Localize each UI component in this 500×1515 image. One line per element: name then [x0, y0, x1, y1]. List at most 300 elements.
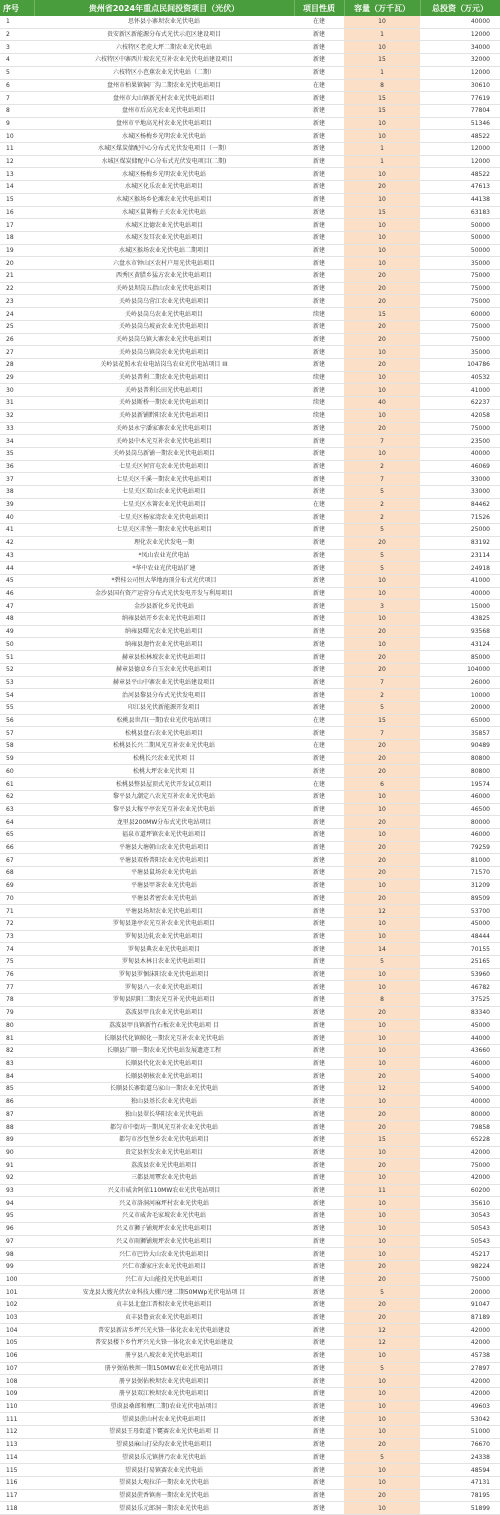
cell-investment: 90489 — [420, 740, 500, 753]
table-row — [0, 1146, 500, 1159]
cell-investment: 24918 — [420, 562, 500, 575]
cell-index: 55 — [0, 701, 34, 714]
table-row — [0, 1387, 500, 1400]
cell-investment: 60200 — [420, 1184, 500, 1197]
cell-index: 79 — [0, 1006, 34, 1019]
cell-project-name: 关岭县中木光互补农业光伏电站项目 — [34, 435, 294, 448]
table-row — [0, 689, 500, 702]
cell-index: 35 — [0, 447, 34, 460]
cell-investment: 81000 — [420, 854, 500, 867]
cell-investment: 42000 — [420, 1337, 500, 1350]
cell-project-nature: 新建 — [294, 460, 344, 473]
cell-project-name: 罗甸县八一农业光伏电站项目 — [34, 981, 294, 994]
table-row — [0, 422, 500, 435]
cell-investment: 45000 — [420, 917, 500, 930]
cell-capacity: 10 — [344, 219, 420, 232]
cell-investment: 12000 — [420, 66, 500, 79]
cell-index: 94 — [0, 1197, 34, 1210]
cell-project-nature: 新建 — [294, 66, 344, 79]
cell-investment: 83192 — [420, 536, 500, 549]
cell-project-nature: 新建 — [294, 1006, 344, 1019]
cell-investment: 53700 — [420, 905, 500, 918]
cell-project-name: 册亨弼佑秧坝一期150MW农业光伏电站项目 — [34, 1362, 294, 1375]
table-row — [0, 1248, 500, 1261]
cell-capacity: 7 — [344, 727, 420, 740]
table-row — [0, 981, 500, 994]
cell-index: 48 — [0, 613, 34, 626]
table-row — [0, 384, 500, 397]
cell-project-name: 盘州市后高光农业光伏电站项目 — [34, 104, 294, 117]
cell-capacity: 10 — [344, 168, 420, 181]
cell-index: 61 — [0, 778, 34, 791]
cell-project-nature: 新建 — [294, 1044, 344, 1057]
cell-index: 45 — [0, 574, 34, 587]
cell-index: 57 — [0, 727, 34, 740]
cell-investment: 33000 — [420, 473, 500, 486]
cell-capacity: 20 — [344, 663, 420, 676]
cell-capacity: 20 — [344, 892, 420, 905]
table-row — [0, 930, 500, 943]
table-header — [0, 0, 500, 16]
cell-index: 60 — [0, 765, 34, 778]
cell-investment: 89509 — [420, 892, 500, 905]
cell-investment: 10000 — [420, 689, 500, 702]
table-row — [0, 1426, 500, 1439]
cell-index: 110 — [0, 1400, 34, 1413]
cell-project-nature: 新建 — [294, 1019, 344, 1032]
cell-capacity: 5 — [344, 956, 420, 969]
cell-project-nature: 新建 — [294, 1159, 344, 1172]
cell-investment: 35000 — [420, 257, 500, 270]
table-row — [0, 1324, 500, 1337]
cell-investment: 50000 — [420, 231, 500, 244]
cell-index: 25 — [0, 320, 34, 333]
cell-index: 42 — [0, 536, 34, 549]
cell-investment: 46000 — [420, 790, 500, 803]
cell-investment: 45217 — [420, 1248, 500, 1261]
cell-capacity: 20 — [344, 1121, 420, 1134]
cell-project-nature: 新建 — [294, 1476, 344, 1489]
cell-project-nature: 新建 — [294, 752, 344, 765]
cell-project-nature: 新建 — [294, 130, 344, 143]
table-row — [0, 752, 500, 765]
cell-index: 66 — [0, 841, 34, 854]
cell-project-name: 盘州市平地高光村农业光伏电站项目 — [34, 117, 294, 130]
cell-project-nature: 新建 — [294, 1222, 344, 1235]
cell-project-name: 贞丰县北盘江普相农业光伏电站项目 — [34, 1299, 294, 1312]
cell-investment: 91047 — [420, 1299, 500, 1312]
cell-capacity: 20 — [344, 740, 420, 753]
cell-project-name: 平塘县甲茶农业光伏电站 — [34, 879, 294, 892]
table-row — [0, 1108, 500, 1121]
table-row — [0, 1299, 500, 1312]
cell-index: 106 — [0, 1349, 34, 1362]
cell-investment: 46000 — [420, 1057, 500, 1070]
cell-index: 117 — [0, 1489, 34, 1502]
cell-index: 33 — [0, 422, 34, 435]
table-row — [0, 1502, 500, 1515]
cell-project-name: 兴义市雨狮铺规坪农业光伏电站项目 — [34, 1235, 294, 1248]
cell-project-name: 金沙县国有资产运营分布式光伏发电开发与利用项目 — [34, 587, 294, 600]
header-index: 序号 — [0, 0, 34, 16]
table-row — [0, 905, 500, 918]
cell-project-nature: 新建 — [294, 320, 344, 333]
cell-project-nature: 新建 — [294, 829, 344, 842]
cell-capacity: 10 — [344, 1375, 420, 1388]
cell-capacity: 20 — [344, 1273, 420, 1286]
table-row — [0, 1210, 500, 1223]
cell-project-nature: 新建 — [294, 168, 344, 181]
cell-project-nature: 续建 — [294, 397, 344, 410]
cell-investment: 75000 — [420, 422, 500, 435]
cell-project-nature: 新建 — [294, 486, 344, 499]
cell-capacity: 10 — [344, 384, 420, 397]
cell-investment: 46782 — [420, 981, 500, 994]
cell-capacity: 10 — [344, 879, 420, 892]
cell-index: 107 — [0, 1362, 34, 1375]
table-row — [0, 1057, 500, 1070]
cell-investment: 48522 — [420, 168, 500, 181]
table-row — [0, 295, 500, 308]
cell-project-nature: 新建 — [294, 346, 344, 359]
cell-capacity: 10 — [344, 371, 420, 384]
cell-project-name: 水城区煤炭储配中心分布式光伏发电项目（一期） — [34, 143, 294, 156]
cell-project-name: 长顺县代化镇鲸化一期农光互补农业光伏电站 — [34, 1032, 294, 1045]
cell-project-name: 理化农业光伏发电一期 — [34, 536, 294, 549]
cell-investment: 50000 — [420, 244, 500, 257]
cell-capacity: 20 — [344, 1260, 420, 1273]
cell-index: 99 — [0, 1260, 34, 1273]
cell-index: 23 — [0, 295, 34, 308]
cell-index: 63 — [0, 803, 34, 816]
cell-project-name: 印江县光伏新能源开发项目 — [34, 701, 294, 714]
cell-project-nature: 新建 — [294, 358, 344, 371]
cell-project-name: 兴义市洛洞河麻坪村农业光伏电站 — [34, 1197, 294, 1210]
cell-index: 103 — [0, 1311, 34, 1324]
cell-project-nature: 新建 — [294, 765, 344, 778]
cell-capacity: 11 — [344, 1184, 420, 1197]
cell-project-nature: 新建 — [294, 117, 344, 130]
cell-index: 29 — [0, 371, 34, 384]
cell-project-name: 关岭县永宁潘家寨农业光伏电站项目 — [34, 422, 294, 435]
cell-project-nature: 新建 — [294, 206, 344, 219]
cell-capacity: 5 — [344, 486, 420, 499]
cell-index: 40 — [0, 511, 34, 524]
cell-capacity: 20 — [344, 765, 420, 778]
cell-investment: 78195 — [420, 1489, 500, 1502]
cell-index: 58 — [0, 740, 34, 753]
cell-index: 56 — [0, 714, 34, 727]
table-row — [0, 346, 500, 359]
table-row — [0, 168, 500, 181]
table-row — [0, 308, 500, 321]
cell-index: 6 — [0, 79, 34, 92]
cell-capacity: 10 — [344, 257, 420, 270]
cell-index: 18 — [0, 231, 34, 244]
cell-project-nature: 新建 — [294, 1171, 344, 1184]
cell-investment: 42000 — [420, 1324, 500, 1337]
cell-index: 49 — [0, 625, 34, 638]
cell-investment: 104786 — [420, 358, 500, 371]
cell-project-nature: 新建 — [294, 1197, 344, 1210]
cell-capacity: 40 — [344, 397, 420, 410]
cell-project-name: 望谟县乐元镇拼乃农业光伏电站 — [34, 1451, 294, 1464]
table-row — [0, 1070, 500, 1083]
cell-investment: 80800 — [420, 752, 500, 765]
cell-project-nature: 新建 — [294, 816, 344, 829]
cell-project-name: 七星关区何官屯农业光伏电站项目 — [34, 460, 294, 473]
cell-capacity: 15 — [344, 714, 420, 727]
cell-project-nature: 新建 — [294, 422, 344, 435]
cell-project-nature: 新建 — [294, 701, 344, 714]
cell-capacity: 6 — [344, 778, 420, 791]
table-row — [0, 1184, 500, 1197]
cell-project-name: 纳雍县迦竹农业光伏电站项目 — [34, 638, 294, 651]
cell-capacity: 15 — [344, 308, 420, 321]
cell-investment: 71570 — [420, 867, 500, 880]
cell-investment: 23500 — [420, 435, 500, 448]
cell-investment: 37525 — [420, 994, 500, 1007]
cell-project-name: 松桃大坪农业光伏项 目 — [34, 765, 294, 778]
table-row — [0, 1413, 500, 1426]
cell-project-name: 赫章县平山中寨农业光伏电站建设项目 — [34, 676, 294, 689]
cell-project-name: 罗甸县阴阳二期农光互补光伏电站项目 — [34, 994, 294, 1007]
cell-capacity: 20 — [344, 651, 420, 664]
table-row — [0, 676, 500, 689]
cell-capacity: 5 — [344, 701, 420, 714]
cell-capacity: 10 — [344, 803, 420, 816]
table-row — [0, 511, 500, 524]
table-row — [0, 320, 500, 333]
table-row — [0, 1222, 500, 1235]
cell-project-name: 平塘县者密农业光伏电站 — [34, 892, 294, 905]
cell-index: 27 — [0, 346, 34, 359]
cell-project-nature: 续建 — [294, 409, 344, 422]
cell-capacity: 5 — [344, 549, 420, 562]
cell-capacity: 8 — [344, 994, 420, 1007]
table-row — [0, 1476, 500, 1489]
cell-capacity: 10 — [344, 1476, 420, 1489]
cell-index: 7 — [0, 92, 34, 105]
table-row — [0, 968, 500, 981]
cell-project-nature: 新建 — [294, 1299, 344, 1312]
table-row — [0, 574, 500, 587]
cell-project-nature: 新建 — [294, 587, 344, 600]
cell-index: 32 — [0, 409, 34, 422]
table-row — [0, 536, 500, 549]
table-row — [0, 1438, 500, 1451]
cell-project-name: 松桃长兴农业光伏项 目 — [34, 752, 294, 765]
cell-investment: 12000 — [420, 28, 500, 41]
cell-project-name: 贵定县恒发农业光伏电站项目 — [34, 1146, 294, 1159]
cell-capacity: 10 — [344, 1400, 420, 1413]
cell-project-name: 福泉市道坪镇农业光伏电站项目 — [34, 829, 294, 842]
cell-project-name: 关岭县新铺黔阳农业光伏电站项目 — [34, 409, 294, 422]
cell-investment: 65228 — [420, 1133, 500, 1146]
cell-investment: 75000 — [420, 320, 500, 333]
cell-project-name: 长顺县代化农业光伏电站项目 — [34, 1057, 294, 1070]
cell-capacity: 10 — [344, 117, 420, 130]
cell-capacity: 20 — [344, 422, 420, 435]
cell-index: 46 — [0, 587, 34, 600]
table-row — [0, 1019, 500, 1032]
cell-investment: 40532 — [420, 371, 500, 384]
cell-capacity: 20 — [344, 320, 420, 333]
cell-investment: 60000 — [420, 308, 500, 321]
cell-investment: 42000 — [420, 1387, 500, 1400]
table-row — [0, 701, 500, 714]
cell-investment: 75000 — [420, 282, 500, 295]
cell-project-nature: 新建 — [294, 1095, 344, 1108]
table-row — [0, 1133, 500, 1146]
table-row — [0, 460, 500, 473]
cell-investment: 77619 — [420, 92, 500, 105]
cell-project-name: 六盘水市钟山区农村户用光伏电站项目 — [34, 257, 294, 270]
cell-index: 78 — [0, 994, 34, 1007]
cell-capacity: 10 — [344, 244, 420, 257]
cell-project-nature: 新建 — [294, 1184, 344, 1197]
cell-capacity: 10 — [344, 1146, 420, 1159]
header-capacity: 容量（万千瓦） — [344, 0, 420, 16]
header-project-name: 贵州省2024年重点民间投资项目（光伏） — [34, 0, 294, 16]
cell-project-name: 望谟县蔗香镇南一期农业光伏电站 — [34, 1489, 294, 1502]
cell-index: 82 — [0, 1044, 34, 1057]
cell-investment: 98224 — [420, 1260, 500, 1273]
cell-project-nature: 在建 — [294, 778, 344, 791]
cell-project-name: 兴仁市潘家庄农业光伏电站项目 — [34, 1260, 294, 1273]
cell-capacity: 1 — [344, 66, 420, 79]
cell-capacity: 15 — [344, 206, 420, 219]
cell-index: 114 — [0, 1451, 34, 1464]
cell-index: 93 — [0, 1184, 34, 1197]
cell-project-name: 罗甸县木林日农业光伏电站项目 — [34, 956, 294, 969]
cell-index: 44 — [0, 562, 34, 575]
cell-project-name: 罗甸县逢亭农光互补农业光伏电站项目 — [34, 917, 294, 930]
cell-capacity: 2 — [344, 498, 420, 511]
cell-project-nature: 在建 — [294, 16, 344, 28]
cell-capacity: 20 — [344, 867, 420, 880]
cell-project-name: 兴仁市大山能投光伏电站项目 — [34, 1273, 294, 1286]
table-row — [0, 409, 500, 422]
cell-capacity: 10 — [344, 1095, 420, 1108]
cell-investment: 45738 — [420, 1349, 500, 1362]
cell-investment: 12000 — [420, 155, 500, 168]
cell-project-nature: 新建 — [294, 943, 344, 956]
cell-capacity: 20 — [344, 625, 420, 638]
cell-investment: 75000 — [420, 1159, 500, 1172]
cell-project-nature: 新建 — [294, 219, 344, 232]
cell-project-name: 普安县新店乡坪兴光火锋一体化农业光伏电站建设 — [34, 1324, 294, 1337]
cell-project-name: 思怀县小寨坝农业光伏电站 — [34, 16, 294, 28]
table-row — [0, 270, 500, 283]
cell-investment: 51000 — [420, 1426, 500, 1439]
cell-investment: 79858 — [420, 1121, 500, 1134]
cell-investment: 30543 — [420, 1210, 500, 1223]
cell-project-nature: 新建 — [294, 1286, 344, 1299]
cell-investment: 42058 — [420, 409, 500, 422]
cell-project-nature: 新建 — [294, 524, 344, 537]
cell-project-nature: 新建 — [294, 384, 344, 397]
cell-capacity: 10 — [344, 1197, 420, 1210]
cell-project-name: 七星关区双山农业光伏电站项目 — [34, 486, 294, 499]
cell-project-name: 关岭县花照永农业电站岗乌农业光伏电站项目 III — [34, 358, 294, 371]
cell-index: 109 — [0, 1387, 34, 1400]
cell-project-name: 水城区比德农业光伏电站项目 — [34, 219, 294, 232]
cell-index: 102 — [0, 1299, 34, 1312]
table-row — [0, 562, 500, 575]
cell-project-name: 六枝特区老虎大坪二期农业光伏电站 — [34, 41, 294, 54]
cell-index: 108 — [0, 1375, 34, 1388]
cell-project-nature: 新建 — [294, 282, 344, 295]
cell-index: 36 — [0, 460, 34, 473]
cell-index: 72 — [0, 917, 34, 930]
cell-capacity: 10 — [344, 790, 420, 803]
cell-capacity: 10 — [344, 587, 420, 600]
cell-capacity: 10 — [344, 1248, 420, 1261]
cell-project-nature: 新建 — [294, 879, 344, 892]
cell-capacity: 5 — [344, 1362, 420, 1375]
table-row — [0, 1083, 500, 1096]
cell-index: 41 — [0, 524, 34, 537]
cell-investment: 40000 — [420, 16, 500, 28]
cell-project-nature: 新建 — [294, 28, 344, 41]
cell-project-name: *华中农业光伏电站扩建 — [34, 562, 294, 575]
cell-project-nature: 新建 — [294, 1349, 344, 1362]
cell-project-name: 都匀市中街坊一期风光互补农业光伏电站 — [34, 1121, 294, 1134]
cell-project-nature: 新建 — [294, 854, 344, 867]
table-row — [0, 829, 500, 842]
cell-project-name: 松桃县整县屋顶式光伏开发试点项目 — [34, 778, 294, 791]
cell-investment: 87189 — [420, 1311, 500, 1324]
cell-index: 71 — [0, 905, 34, 918]
cell-capacity: 7 — [344, 676, 420, 689]
cell-project-nature: 新建 — [294, 600, 344, 613]
table-row — [0, 841, 500, 854]
cell-project-nature: 新建 — [294, 1235, 344, 1248]
cell-project-nature: 新建 — [294, 54, 344, 67]
cell-capacity: 1 — [344, 155, 420, 168]
cell-project-nature: 在建 — [294, 79, 344, 92]
cell-investment: 83340 — [420, 1006, 500, 1019]
table-row — [0, 790, 500, 803]
cell-project-nature: 新建 — [294, 41, 344, 54]
cell-project-name: 长顺县长寨街道乌家山一期农业光伏电站 — [34, 1083, 294, 1096]
table-row — [0, 1032, 500, 1045]
cell-investment: 41000 — [420, 574, 500, 587]
cell-project-name: 长顺县朝核农业光伏电站项目 — [34, 1070, 294, 1083]
cell-index: 34 — [0, 435, 34, 448]
cell-index: 74 — [0, 943, 34, 956]
cell-investment: 75000 — [420, 270, 500, 283]
cell-index: 11 — [0, 143, 34, 156]
header-row — [0, 0, 500, 16]
cell-project-name: 七星关区赤堡一期农业光伏电站项目 — [34, 524, 294, 537]
cell-project-nature: 新建 — [294, 536, 344, 549]
cell-investment: 44000 — [420, 1032, 500, 1045]
cell-capacity: 15 — [344, 54, 420, 67]
cell-investment: 75000 — [420, 333, 500, 346]
cell-project-name: 长顺县广顺一期农业光伏电站发展遗迹工程 — [34, 1044, 294, 1057]
cell-capacity: 10 — [344, 1502, 420, 1515]
cell-capacity: 5 — [344, 1286, 420, 1299]
cell-investment: 85000 — [420, 651, 500, 664]
cell-investment: 42000 — [420, 1146, 500, 1159]
cell-project-name: 关岭县岗乌镇大寨农业光伏电站项目 — [34, 333, 294, 346]
cell-index: 84 — [0, 1070, 34, 1083]
cell-project-nature: 新建 — [294, 956, 344, 969]
cell-investment: 45000 — [420, 1019, 500, 1032]
cell-project-nature: 新建 — [294, 1248, 344, 1261]
